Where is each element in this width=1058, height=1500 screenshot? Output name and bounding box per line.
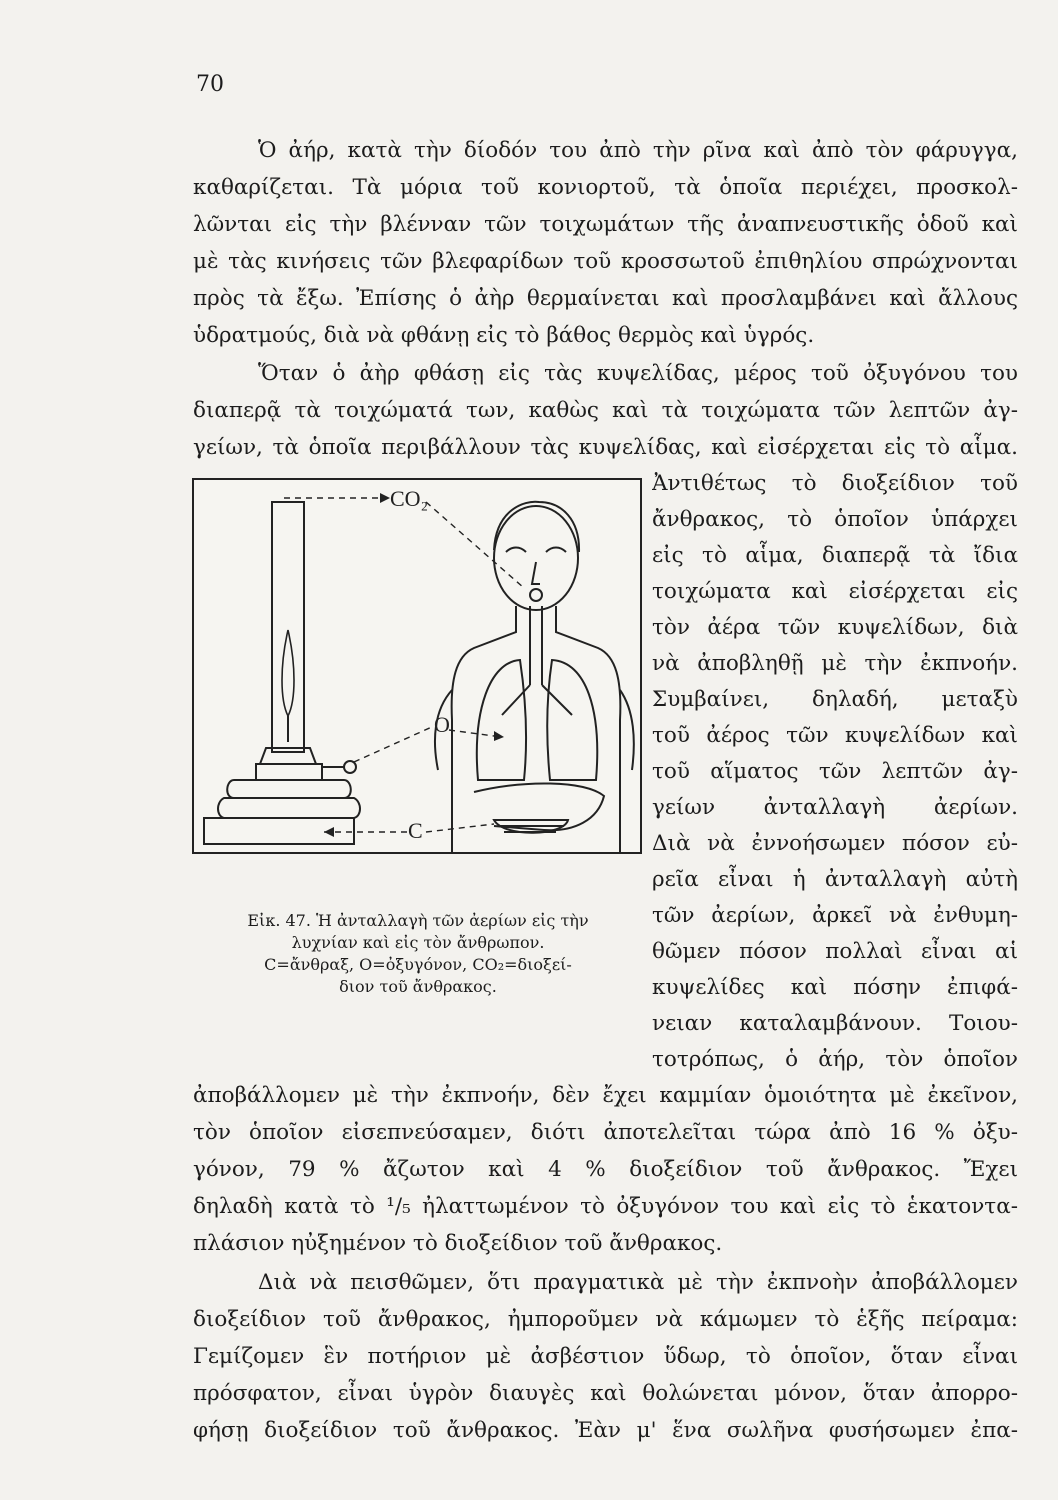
co2-label: CO₂ <box>390 486 429 511</box>
side-text-line: τῶν ἀερίων, ἀρκεῖ νὰ ἐνθυμη- <box>652 903 1018 928</box>
left-lung <box>477 660 526 780</box>
person-head <box>494 506 578 610</box>
text-line: ὑδρατμούς, διὰ νὰ φθάνῃ εἰς τὸ βάθος θερμὸς καὶ ὑγρός. <box>193 323 815 348</box>
text-line: Διὰ νὰ πεισθῶμεν, ὅτι πραγματικὰ μὲ τὴν ἐκπνοὴν ἀποβάλλομεν <box>258 1270 1018 1295</box>
side-text-line: Ἀντιθέτως τὸ διοξείδιον τοῦ <box>652 471 1018 496</box>
side-text-line: γείων ἀνταλλαγὴ ἀερίων. <box>652 795 1018 820</box>
text-line: πρόσφατον, εἶναι ὑγρὸν διαυγὲς καὶ θολώνεται μόνον, ὅταν ἀπορρο- <box>193 1381 1018 1406</box>
side-text-line: τοιχώματα καὶ εἰσέρχεται εἰς <box>652 579 1018 604</box>
caption-line: διον τοῦ ἄνθρακος. <box>339 977 497 996</box>
stomach <box>474 783 604 830</box>
side-text-line: νὰ ἀποβληθῇ μὲ τὴν ἐκπνοήν. <box>652 651 1018 676</box>
text-line: φήσῃ διοξείδιον τοῦ ἄνθρακος. Ἐὰν μ' ἕνα σωλῆνα φυσήσωμεν ἐπα- <box>193 1418 1018 1443</box>
side-text-line: Διὰ νὰ ἐννοήσωμεν πόσον εὐ- <box>652 831 1018 856</box>
text-line: διοξείδιον τοῦ ἄνθρακος, ἠμποροῦμεν νὰ κάμωμεν τὸ ἑξῆς πείραμα: <box>193 1307 1018 1332</box>
text-line: διαπερᾷ τὰ τοιχώματά των, καθὼς καὶ τὰ τοιχώματα τῶν λεπτῶν ἀγ- <box>193 398 1018 423</box>
text-line: γόνον, 79 % ἄζωτον καὶ 4 % διοξείδιον τοῦ ἄνθρακος. Ἔχει <box>193 1157 1018 1182</box>
caption-line: C=ἄνθραξ, O=ὀξυγόνον, CO₂=διοξεί- <box>264 955 572 974</box>
text-line: πλάσιον ηὐξημένον τὸ διοξείδιον τοῦ ἄνθρακος. <box>193 1231 723 1256</box>
side-text-line: κυψελίδες καὶ πόσην ἐπιφά- <box>652 975 1018 1000</box>
text-line: γείων, τὰ ὁποῖα περιβάλλουν τὰς κυψελίδας, καὶ εἰσέρχεται εἰς τὸ αἷμα. <box>193 435 1018 460</box>
gas-exchange-illustration <box>194 480 640 852</box>
lamp-flame <box>282 630 294 716</box>
text-line: καθαρίζεται. Τὰ μόρια τοῦ κονιορτοῦ, τὰ ὁποῖα περιέχει, προσκολ- <box>193 175 1018 200</box>
text-line: πρὸς τὰ ἔξω. Ἐπίσης ὁ ἀὴρ θερμαίνεται καὶ προσλαμβάνει καὶ ἄλλους <box>193 286 1018 311</box>
side-text-line: ἄνθρακος, τὸ ὁποῖον ὑπάρχει <box>652 507 1018 532</box>
side-text-line: τὸν ἀέρα τῶν κυψελίδων, διὰ <box>652 615 1018 640</box>
carbon-label: C <box>408 818 423 843</box>
caption-line: Εἰκ. 47. Ἡ ἀνταλλαγὴ τῶν ἀερίων εἰς τὴν <box>247 911 589 930</box>
page-number: 70 <box>196 72 224 97</box>
lamp-base <box>227 780 351 798</box>
figure-47 <box>192 478 642 854</box>
figure-caption <box>188 910 648 998</box>
caption-line: λυχνίαν καὶ εἰς τὸν ἄνθρωπον. <box>291 933 545 952</box>
text-line: ἀποβάλλομεν μὲ τὴν ἐκπνοήν, δὲν ἔχει καμμίαν ὁμοιότητα μὲ ἐκεῖνον, <box>193 1083 1018 1108</box>
text-line: δηλαδὴ κατὰ τὸ ¹/₅ ἠλαττωμένον τὸ ὀξυγόνον του καὶ εἰς τὸ ἑκατοντα- <box>193 1194 1018 1219</box>
oxygen-label: O <box>434 712 450 737</box>
side-text-line: τοῦ ἀέρος τῶν κυψελίδων καὶ <box>652 723 1018 748</box>
right-lung <box>547 660 597 780</box>
text-line: λῶνται εἰς τὴν βλένναν τῶν τοιχωμάτων τῆς ἀναπνευστικῆς ὁδοῦ καὶ <box>193 212 1018 237</box>
side-text-line: τοτρόπως, ὁ ἀήρ, τὸν ὁποῖον <box>652 1047 1018 1072</box>
side-text-line: εἰς τὸ αἷμα, διαπερᾷ τὰ ἴδια <box>652 543 1018 568</box>
side-text-line: νειαν καταλαμβάνουν. Τοιου- <box>652 1011 1018 1036</box>
text-line: Γεμίζομεν ἓν ποτήριον μὲ ἀσβέστιον ὕδωρ, τὸ ὁποῖον, ὅταν εἶναι <box>193 1344 1018 1369</box>
text-line: μὲ τὰς κινήσεις τῶν βλεφαρίδων τοῦ κροσσωτοῦ ἐπιθηλίου σπρώχνονται <box>193 249 1018 274</box>
side-text-line: ρεῖα εἶναι ἡ ἀνταλλαγὴ αὐτὴ <box>652 867 1018 892</box>
side-text-line: τοῦ αἵματος τῶν λεπτῶν ἀγ- <box>652 759 1018 784</box>
side-text-line: Συμβαίνει, δηλαδή, μεταξὺ <box>652 687 1018 712</box>
text-line: Ὅταν ὁ ἀὴρ φθάσῃ εἰς τὰς κυψελίδας, μέρος τοῦ ὀξυγόνου του <box>258 361 1018 386</box>
side-text-line: θῶμεν πόσον πολλαὶ εἶναι αἱ <box>652 939 1018 964</box>
text-line: τὸν ὁποῖον εἰσεπνεύσαμεν, διότι ἀποτελεῖται τώρα ἀπὸ 16 % ὀξυ- <box>193 1120 1018 1145</box>
text-line: Ὁ ἀήρ, κατὰ τὴν δίοδόν του ἀπὸ τὴν ρῖνα καὶ ἀπὸ τὸν φάρυγγα, <box>258 138 1018 163</box>
